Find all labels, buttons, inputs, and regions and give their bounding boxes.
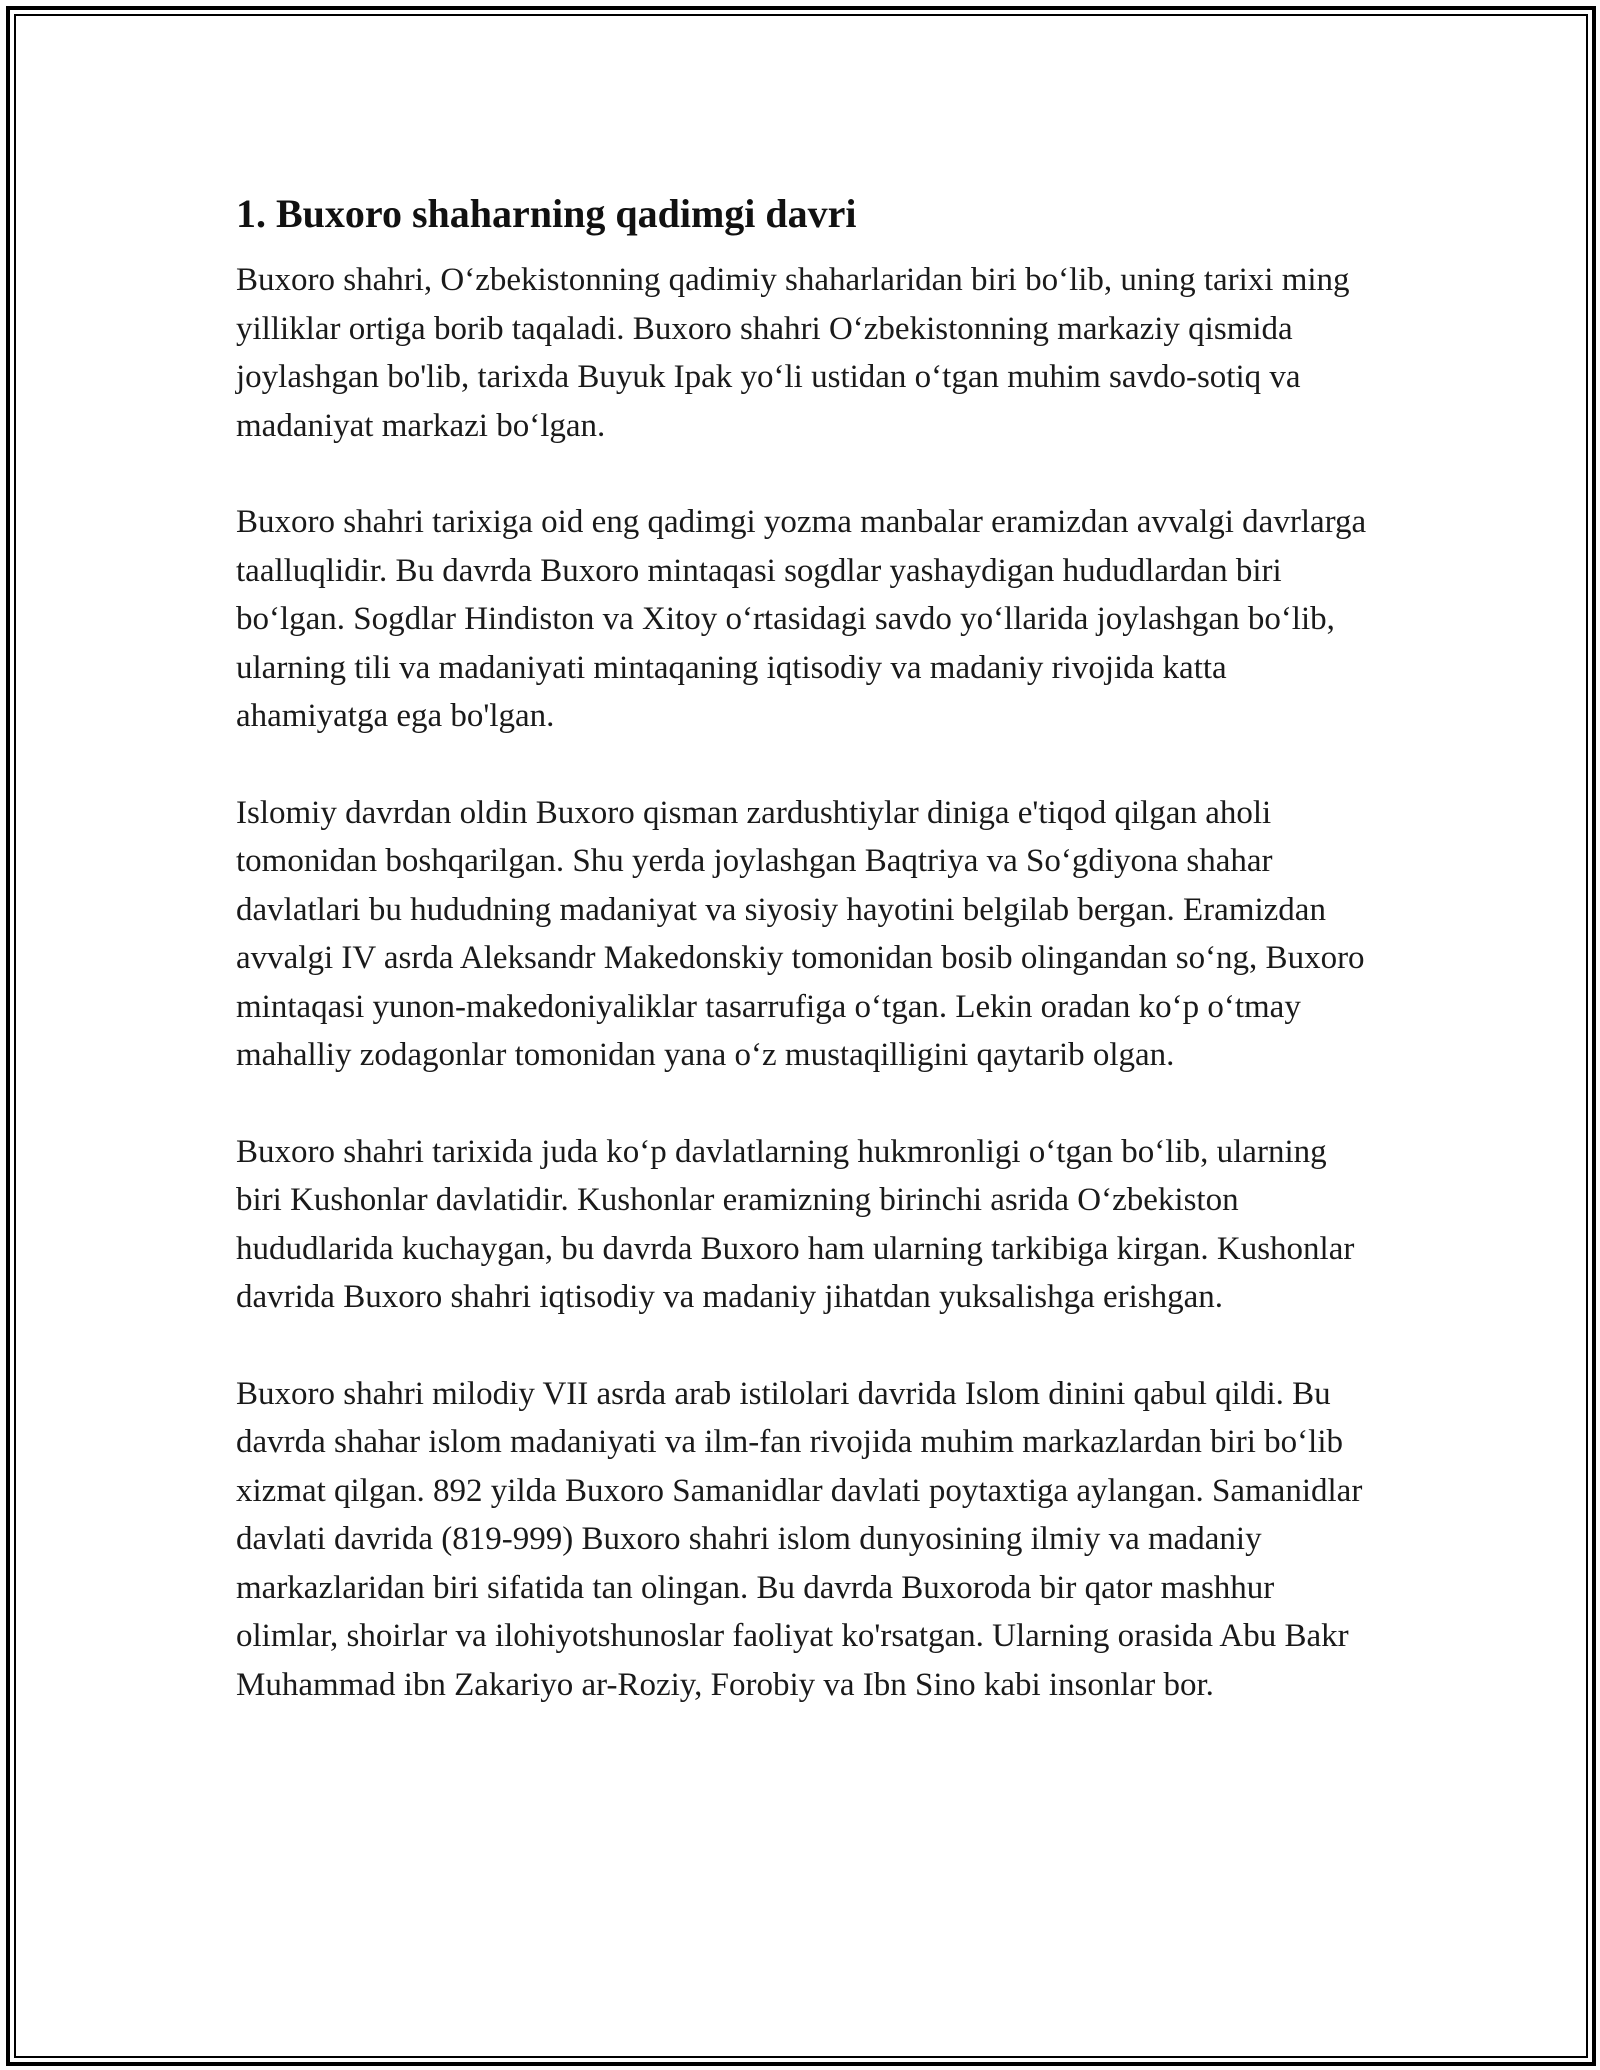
paragraph-5: Buxoro shahri milodiy VII asrda arab istilolari davrida Islom dinini qabul qildi. Bu davrda shahar islom madaniyati va ilm-fan rivojida muhim markazlardan biri boʻlib xizmat qilgan. 892 yilda Buxoro Samanidlar davlati poytaxtiga aylangan. Samanidlar davlati davrida (819-999) Buxoro shahri islom dunyosining ilmiy va madaniy markazlaridan biri sifatida tan olingan. Bu davrda Buxoroda bir qator mashhur olimlar, shoirlar va ilohiyotshunoslar faoliyat ko'rsatgan. Ularning orasida Abu Bakr Muhammad ibn Zakariyo ar-Roziy, Forobiy va Ibn Sino kabi insonlar bor. xyxy=(236,1375,1363,1703)
document-body xyxy=(236,188,1376,1757)
section-heading: 1. Buxoro shaharning qadimgi davri xyxy=(236,191,857,236)
paragraph-1: Buxoro shahri, Oʻzbekistonning qadimiy shaharlaridan biri boʻlib, uning tarixi ming yilliklar ortiga borib taqaladi. Buxoro shahri Oʻzbekistonning markaziy qismida joylashgan bo'lib, tarixda Buyuk Ipak yoʻli ustidan oʻtgan muhim savdo-sotiq va madaniyat markazi boʻlgan. xyxy=(236,262,1350,444)
paragraph-2: Buxoro shahri tarixiga oid eng qadimgi yozma manbalar eramizdan avvalgi davrlarga taalluqlidir. Bu davrda Buxoro mintaqasi sogdlar yashaydigan hududlardan biri boʻlgan. Sogdlar Hindiston va Xitoy oʻrtasidagi savdo yoʻllarida joylashgan boʻlib, ularning tili va madaniyati mintaqaning iqtisodiy va madaniy rivojida katta ahamiyatga ega bo'lgan. xyxy=(236,504,1367,734)
paragraph-3: Islomiy davrdan oldin Buxoro qisman zardushtiylar diniga e'tiqod qilgan aholi tomonidan boshqarilgan. Shu yerda joylashgan Baqtriya va Soʻgdiyona shahar davlatlari bu hududning madaniyat va siyosiy hayotini belgilab bergan. Eramizdan avvalgi IV asrda Aleksandr Makedonskiy tomonidan bosib olingandan soʻng, Buxoro mintaqasi yunon-makedoniyaliklar tasarrufiga oʻtgan. Lekin oradan koʻp oʻtmay mahalliy zodagonlar tomonidan yana oʻz mustaqilligini qaytarib olgan. xyxy=(236,794,1365,1073)
paragraph-4: Buxoro shahri tarixida juda koʻp davlatlarning hukmronligi oʻtgan boʻlib, ularning biri Kushonlar davlatidir. Kushonlar eramizning birinchi asrida Oʻzbekiston hududlarida kuchaygan, bu davrda Buxoro ham ularning tarkibiga kirgan. Kushonlar davrida Buxoro shahri iqtisodiy va madaniy jihatdan yuksalishga erishgan. xyxy=(236,1133,1355,1315)
